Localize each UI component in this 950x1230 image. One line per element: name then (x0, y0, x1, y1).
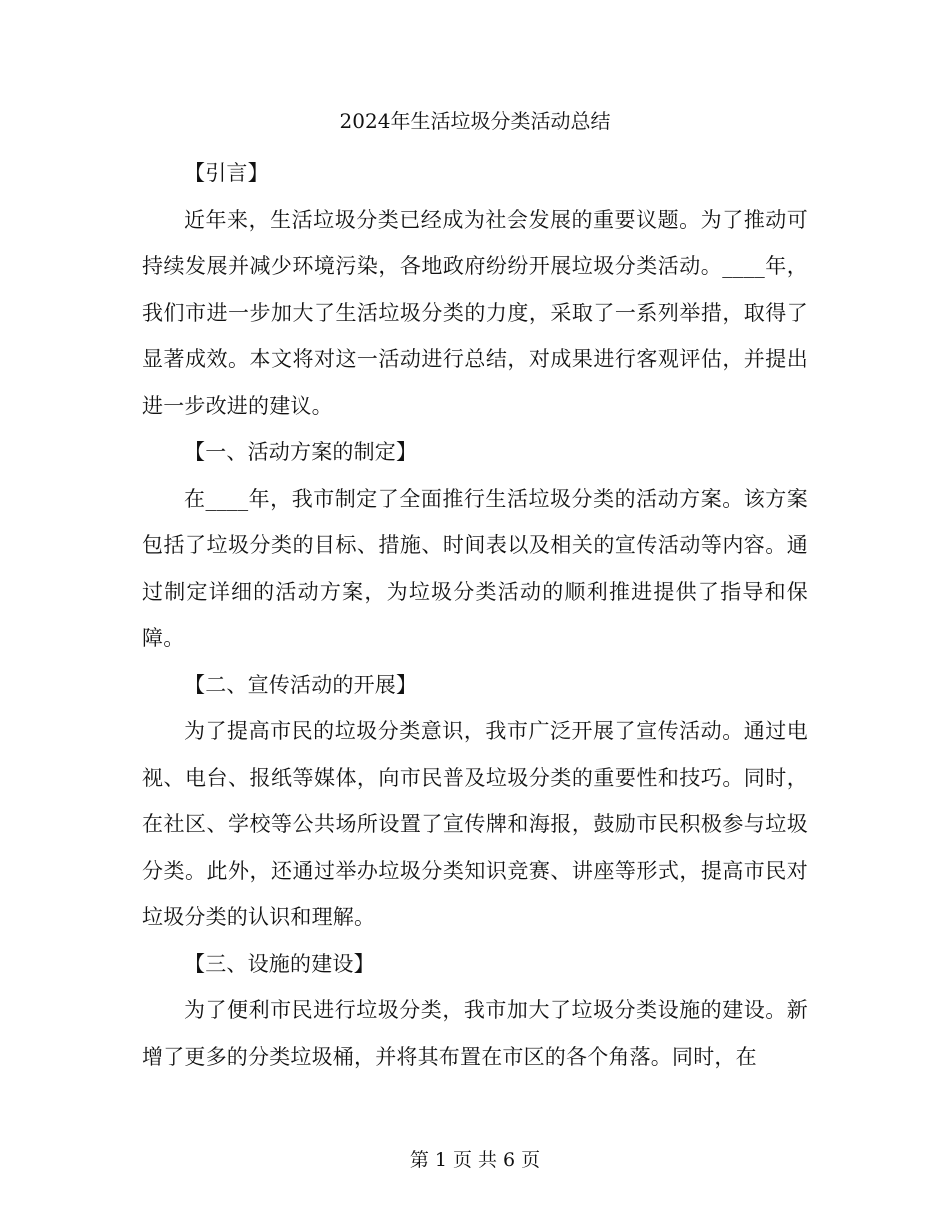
section-heading-plan: 【一、活动方案的制定】 (184, 440, 418, 464)
paragraph-facilities: 为了便利市民进行垃圾分类，我市加大了垃圾分类设施的建设。新增了更多的分类垃圾桶，并将其布置在市区的各个角落。同时，在 (142, 998, 808, 1069)
paragraph-publicity: 为了提高市民的垃圾分类意识，我市广泛开展了宣传活动。通过电视、电台、报纸等媒体，向市民普及垃圾分类的重要性和技巧。同时，在社区、学校等公共场所设置了宣传牌和海报，鼓励市民积极参与垃圾分类。此外，还通过举办垃圾分类知识竞赛、讲座等形式，提高市民对垃圾分类的认识和理解。 (142, 719, 808, 929)
paragraph-plan: 在____年，我市制定了全面推行生活垃圾分类的活动方案。该方案包括了垃圾分类的目标、措施、时间表以及相关的宣传活动等内容。通过制定详细的活动方案，为垃圾分类活动的顺利推进提供了指导和保障。 (142, 486, 808, 650)
paragraph-intro: 近年来，生活垃圾分类已经成为社会发展的重要议题。为了推动可持续发展并减少环境污染，各地政府纷纷开展垃圾分类活动。____年，我们市进一步加大了生活垃圾分类的力度，采取了一系列举措，取得了显著成效。本文将对这一活动进行总结，对成果进行客观评估，并提出进一步改进的建议。 (142, 207, 808, 418)
section-heading-publicity: 【二、宣传活动的开展】 (184, 672, 418, 697)
document-body (142, 150, 808, 1080)
section-heading-facilities: 【三、设施的建设】 (184, 951, 375, 976)
section-heading-intro: 【引言】 (184, 161, 269, 185)
page-number-footer: 第 1 页 共 6 页 (409, 1149, 541, 1171)
document-title: 2024年生活垃圾分类活动总结 (339, 109, 611, 133)
